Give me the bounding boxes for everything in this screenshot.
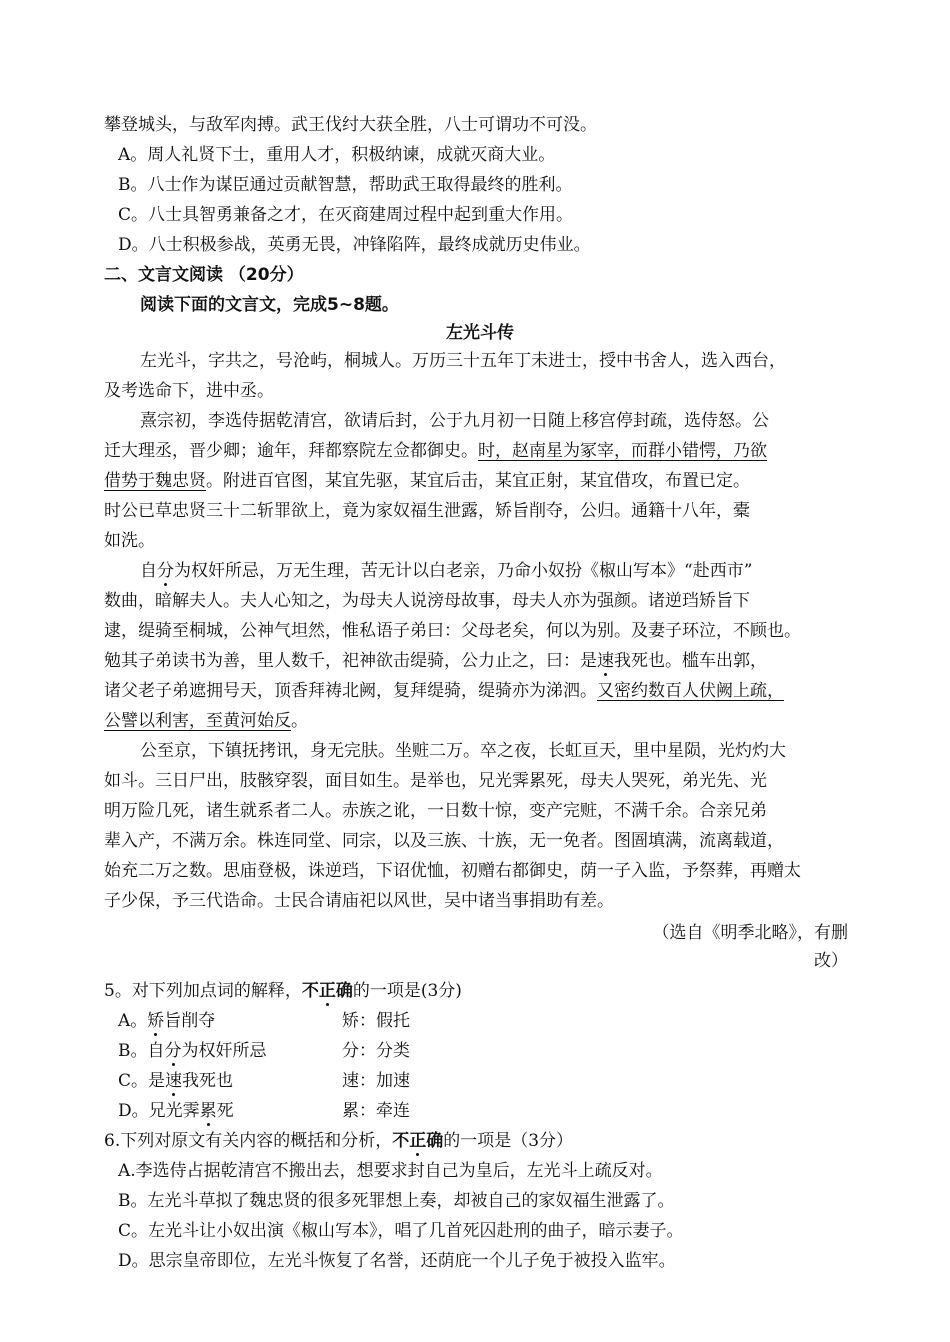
passage-p4-line3: 明万险几死，诸生就系者二人。赤族之讹，一日数十惊，变产完赃，不满千余。合亲兄弟	[104, 801, 767, 821]
passage-p4-line2: 如斗。三日尸出，肢骸穿裂，面目如生。是举也，兄光霁累死，母夫人哭死，弟光先、光	[104, 771, 767, 791]
passage-p4-line6: 子少保，予三代诰命。士民合请庙祀以风世，吴中诸当事捐助有差。	[104, 891, 614, 911]
q4-option-c: C。八士具智勇兼备之才，在灭商建周过程中起到重大作用。	[118, 205, 574, 225]
passage-title: 左光斗传	[446, 323, 514, 343]
q4-option-a: A。周人礼贤下士，重用人才，积极纳谏，成就灭商大业。	[118, 145, 556, 165]
passage-p1-line2: 及考选命下，进中丞。	[104, 381, 274, 401]
q6-option-d: D。思宗皇帝即位，左光斗恢复了名誉，还荫庇一个儿子免于被投入监牢。	[118, 1251, 676, 1271]
question-text: 5。对下列加点词的解释，	[104, 981, 302, 1001]
previous-passage-tail: 攀登城头，与敌军肉搏。武王伐纣大获全胜，八士可谓功不可没。	[104, 115, 597, 135]
option-text: C。是	[118, 1071, 166, 1091]
passage-p2-line3	[104, 468, 750, 494]
option-text: B。自	[118, 1041, 165, 1061]
passage-p2-line1: 熹宗初，李选侍据乾清宫，欲请后封，公于九月初一日随上移宫停封疏，选侍怒。公	[140, 411, 769, 431]
option-text: 为权奸所忌	[181, 1041, 267, 1061]
emphasis-not-correct	[392, 1131, 443, 1151]
q6-option-b: B。左光斗草拟了魏忠贤的很多死罪想上奏，却被自己的家奴福生泄露了。	[118, 1191, 675, 1211]
option-text: D。兄光霁	[118, 1101, 200, 1121]
passage-p2-line5: 如洗。	[104, 531, 155, 551]
option-text: 我死也	[182, 1071, 234, 1091]
option-text: A。	[118, 1011, 148, 1031]
passage-text: 诸父老子弟遮拥号天，顶香拜祷北阙，复拜缇骑，缇骑亦为涕泗。	[104, 681, 597, 701]
q5-option-c	[118, 1068, 233, 1094]
underlined-sentence: 公譬以利害，至黄河始反	[104, 711, 291, 731]
question-text: 的一项是(3分)	[352, 981, 462, 1001]
underlined-sentence: 时，赵南星为冢宰，而群小错愕，乃欲	[478, 441, 767, 461]
option-text: 死	[216, 1101, 234, 1121]
option-text: 旨削夺	[164, 1011, 216, 1031]
q4-option-b: B。八士作为谋臣通过贡献智慧，帮助武王取得最终的胜利。	[118, 175, 573, 195]
source-citation-cont: 改）	[814, 951, 848, 971]
dotted-word: 矫	[147, 1011, 165, 1031]
q5-option-b-gloss: 分：分类	[342, 1041, 410, 1061]
question-text: 6.下列对原文有关内容的概括和分析，	[104, 1131, 393, 1151]
passage-p3-line1	[140, 558, 752, 584]
passage-text: 我死也。槛车出郭，	[614, 651, 767, 671]
q6-option-c: C。左光斗让小奴出演《椒山写本》，唱了几首死囚赴刑的曲子，暗示妻子。	[118, 1221, 684, 1241]
passage-text: 。	[291, 711, 308, 731]
dotted-word: 累	[199, 1101, 217, 1121]
passage-p4-line4: 辈入产，不满万余。株连同堂、同宗，以及三族、十族，无一免者。图圄填满，流离载道，	[104, 831, 784, 851]
passage-text: 为权奸所忌，万无生理，苦无计以白老亲，乃命小奴扮《椒山写本》“赴西市”	[174, 561, 753, 581]
question-6-stem	[104, 1128, 573, 1154]
passage-p3-line2: 数曲，暗解夫人。夫人心知之，为母夫人说滂母故事，母夫人亦为强颜。诸逆珰矫旨下	[104, 591, 750, 611]
passage-p1-line1: 左光斗，字共之，号沧屿，桐城人。万历三十五年丁未进士，授中书舍人，选入西台，	[140, 351, 786, 371]
q5-option-b	[118, 1038, 267, 1064]
dotted-word: 速	[165, 1071, 183, 1091]
passage-p3-line6	[104, 708, 308, 734]
passage-p3-line3: 逮，缇骑至桐城，公神气坦然，惟私语子弟曰：父母老矣，何以为别。及妻子环泣，不顾也。	[104, 621, 801, 641]
underlined-sentence: 又密约数百人伏阙上疏，	[597, 681, 784, 701]
dotted-word: 速	[597, 651, 614, 671]
passage-p3-line5	[104, 678, 784, 704]
source-citation: （选自《明季北略》，有删	[652, 923, 848, 943]
q5-option-a	[118, 1008, 215, 1034]
passage-p2-line2	[104, 438, 767, 464]
passage-text: 自	[140, 561, 157, 581]
q5-option-d	[118, 1098, 234, 1124]
passage-p2-line4: 时公已草忠贤三十二斩罪欲上，竟为家奴福生泄露，矫旨削夺，公归。通籍十八年，橐	[104, 501, 750, 521]
passage-p4-line5: 始充二万之数。思庙登极，诛逆珰，下诏优恤，初赠右都御史，荫一子入监，予祭葬，再赠太	[104, 861, 801, 881]
q5-option-d-gloss: 累：牵连	[342, 1101, 410, 1121]
passage-text: 勉其子弟读书为善，里人数千，祀神欲击缇骑，公力止之，曰：是	[104, 651, 597, 671]
dotted-word: 分	[157, 561, 174, 581]
passage-p3-line4	[104, 648, 767, 674]
section-heading: 二、文言文阅读 （20分）	[104, 265, 304, 285]
dotted-emphasis: 不正确	[301, 981, 353, 1001]
q6-option-a: A.李选侍占据乾清宫不搬出去，想要求封自己为皇后，左光斗上疏反对。	[118, 1161, 663, 1181]
dotted-word: 分	[164, 1041, 182, 1061]
passage-p4-line1: 公至京，下镇抚拷讯，身无完肤。坐赃二万。卒之夜，长虹亘天，里中星陨，光灼灼大	[140, 741, 786, 761]
underlined-sentence: 借势于魏忠贤	[104, 471, 206, 491]
passage-text: 。附进百官图，某宜先驱，某宜后击，某宜正射，某宜借攻，布置已定。	[206, 471, 750, 491]
dotted-emphasis: 不正确	[392, 1131, 444, 1151]
section-instruction: 阅读下面的文言文，完成5~8题。	[140, 295, 399, 315]
question-text: 的一项是（3分）	[443, 1131, 574, 1151]
q5-option-c-gloss: 速：加速	[342, 1071, 410, 1091]
q4-option-d: D。八士积极参战，英勇无畏，冲锋陷阵，最终成就历史伟业。	[118, 235, 591, 255]
emphasis-not-correct	[302, 981, 353, 1001]
q5-option-a-gloss: 矫：假托	[342, 1011, 410, 1031]
question-5-stem	[104, 978, 462, 1004]
passage-text: 迁大理丞，晋少卿；逾年，拜都察院左佥都御史。	[104, 441, 478, 461]
